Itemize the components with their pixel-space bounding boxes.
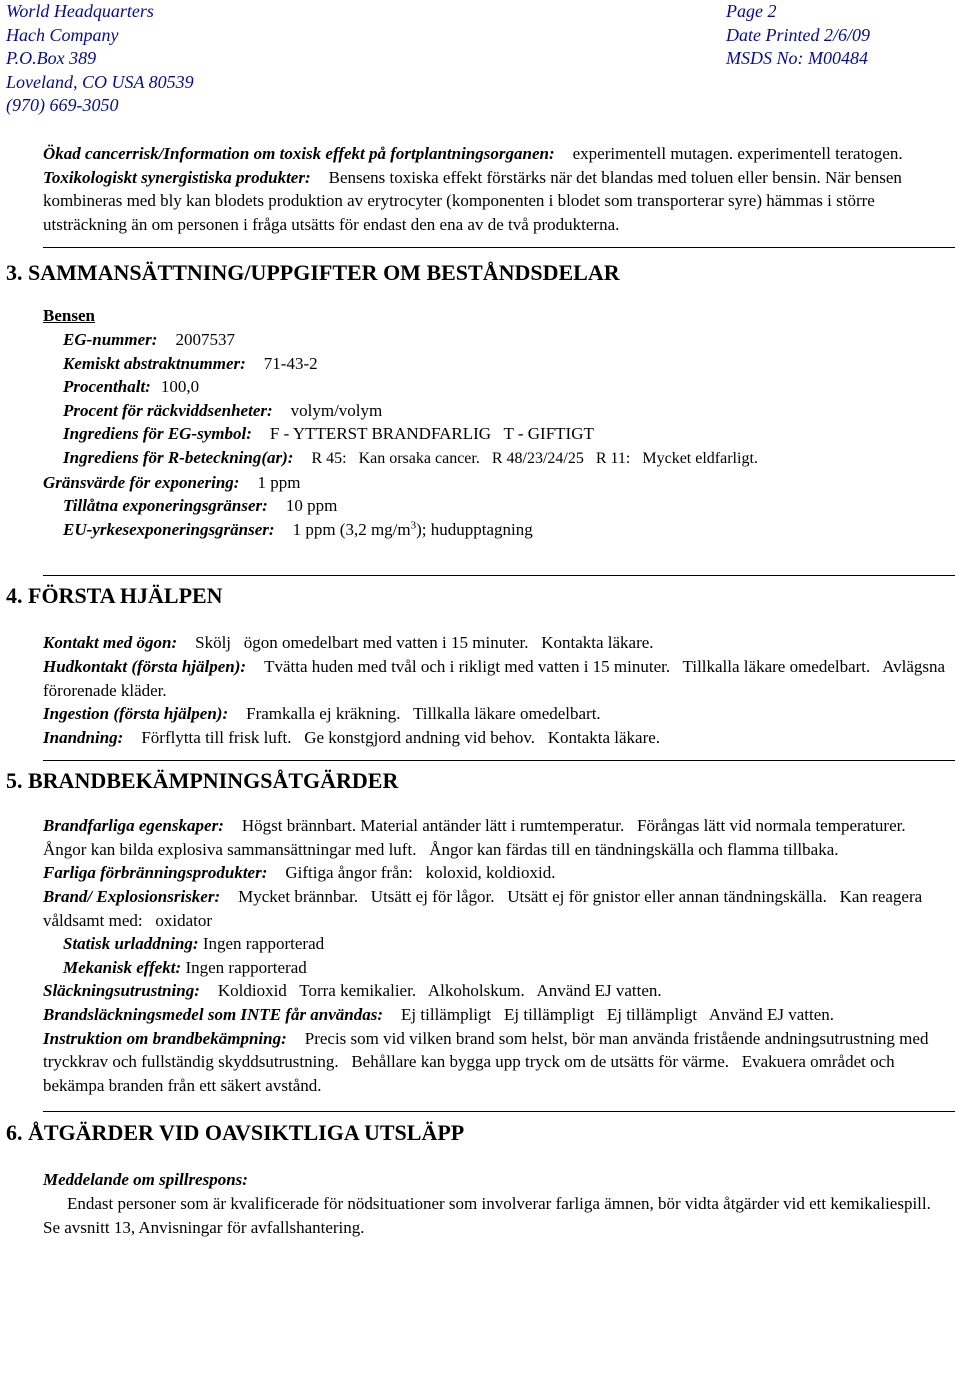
detail-row — [63, 352, 955, 376]
section-title: 4. FÖRSTA HJÄLPEN — [6, 583, 223, 609]
field-value: Tvätta huden med tvål och i rikligt med vatten i 15 minuter. Tillkalla läkare omedelbart. Avlägsna förorenade kläder. — [43, 656, 950, 700]
page-number: Page 2 — [726, 1, 777, 21]
field-value: Bensens toxiska effekt förstärks när det blandas med toluen eller bensin. När bensen kombineras med bly kan blodets produktion av erytrocyter (komponenten i blodet som transporterar syre) hämmas i större utsträckning än om personen i fråga utsätts för endast den ena av de två produkterna. — [43, 167, 902, 234]
fire-item — [43, 885, 955, 932]
first-aid-list — [43, 631, 955, 749]
field-label: Ingrediens för EG-symbol: — [63, 424, 252, 444]
field-value: Skölj ögon omedelbart med vatten i 15 minuter. Kontakta läkare. — [195, 633, 654, 653]
substance-name: Bensen — [43, 306, 95, 326]
section-title: 6. ÅTGÄRDER VID OAVSIKTLIGA UTSLÄPP — [6, 1120, 465, 1146]
header-left-line: World Headquarters — [6, 1, 154, 21]
field-value: Mycket brännbar. Utsätt ej för lågor. Utsätt ej för gnistor eller annan tändningskälla. Kan reagera våldsamt med: oxidator — [43, 887, 927, 930]
field-value: Ingen rapporterad — [185, 957, 307, 977]
field-label: Procent för räckviddsenheter: — [63, 400, 273, 420]
first-aid-item — [43, 655, 955, 702]
field-label: Toxikologiskt synergistiska produkter: — [43, 167, 311, 187]
fire-item — [43, 861, 955, 885]
field-label: Statisk urladdning: — [63, 934, 199, 954]
section-5 — [6, 766, 955, 1097]
date-printed: Date Printed 2/6/09 — [726, 24, 870, 45]
fire-item — [43, 814, 955, 861]
field-label: EU-yrkesexponeringsgränser: — [63, 519, 275, 539]
field-label: Tillåtna exponeringsgränser: — [63, 496, 268, 516]
msds-number: MSDS No: M00484 — [726, 48, 868, 69]
fire-fighting-list — [43, 814, 955, 1097]
field-value: 1 ppm (3,2 mg/m — [292, 519, 411, 539]
field-label: Hudkontakt (första hjälpen): — [43, 656, 247, 676]
fire-item — [43, 979, 955, 1003]
tox-paragraph-synergy — [43, 166, 955, 237]
field-label: Ingestion (första hjälpen): — [43, 704, 229, 724]
fire-subitem — [63, 956, 955, 980]
field-label: Instruktion om brandbekämpning: — [43, 1028, 287, 1048]
field-value: Giftiga ångor från: koloxid, koldioxid. — [285, 863, 556, 883]
field-value: 71-43-2 — [263, 353, 318, 373]
field-value: ); hudupptagning — [416, 519, 533, 539]
field-label: Inandning: — [43, 727, 124, 747]
field-label: Brandfarliga egenskaper: — [43, 816, 224, 836]
header-left-line: Hach Company — [6, 24, 119, 45]
section-divider — [43, 760, 955, 761]
field-value: Ej tillämpligt Ej tillämpligt Ej tillämpligt Använd EJ vatten. — [401, 1005, 835, 1025]
section-4 — [6, 581, 955, 749]
document-meta-block — [726, 0, 870, 71]
field-label: Mekanisk effekt: — [63, 957, 182, 977]
field-label: Gränsvärde för exponering: — [43, 472, 240, 492]
field-value: experimentell mutagen. — [572, 144, 734, 163]
field-value: Koldioxid Torra kemikalier. Alkoholskum. Använd EJ vatten. — [217, 981, 662, 1001]
field-label: EG-nummer: — [63, 329, 158, 349]
header-left-line: (970) 669-3050 — [6, 95, 119, 116]
section-title: 3. SAMMANSÄTTNING/UPPGIFTER OM BESTÅNDSDELAR — [6, 260, 620, 286]
detail-row — [63, 328, 955, 352]
field-label: Kontakt med ögon: — [43, 633, 178, 653]
eu-limit-row — [63, 518, 955, 542]
field-value: F - YTTERST BRANDFARLIG T - GIFTIGT — [269, 424, 594, 444]
field-value: Framkalla ej kräkning. Tillkalla läkare omedelbart. — [246, 704, 601, 724]
section-divider — [43, 247, 955, 248]
field-label: Släckningsutrustning: — [43, 981, 200, 1001]
field-value: 1 ppm — [257, 472, 301, 492]
field-value: experimentell teratogen. — [737, 144, 903, 163]
field-value — [43, 1192, 955, 1239]
field-label: Ökad cancerrisk/Information om toxisk effekt på fortplantningsorganen: — [43, 144, 555, 163]
field-value: 2007537 — [175, 329, 235, 349]
field-value: 10 ppm — [285, 496, 338, 516]
field-value: volym/volym — [290, 400, 383, 420]
field-label: Ingrediens för R-beteckning(ar): — [63, 447, 294, 467]
detail-row — [63, 375, 955, 399]
field-label: Brand/ Explosionsrisker: — [43, 887, 221, 907]
detail-row — [63, 446, 955, 471]
spill-response — [43, 1168, 955, 1239]
field-label: Procenthalt: — [63, 377, 151, 397]
field-value: Förflytta till frisk luft. Ge konstgjord andning vid behov. Kontakta läkare. — [141, 727, 661, 747]
fire-subitems — [43, 932, 955, 979]
limit-details — [43, 494, 955, 541]
header-left-line: P.O.Box 389 — [6, 48, 97, 69]
field-label: Meddelande om spillrespons: — [43, 1170, 248, 1190]
first-aid-item — [43, 702, 955, 726]
section-divider — [43, 575, 955, 576]
substance-details — [43, 328, 955, 471]
section-6 — [6, 1118, 955, 1239]
field-label: Brandsläckningsmedel som INTE får användas: — [43, 1005, 384, 1025]
superscript: 3 — [410, 519, 417, 532]
company-address-block — [6, 0, 194, 118]
field-label: Farliga förbränningsprodukter: — [43, 863, 268, 883]
field-label: Kemiskt abstraktnummer: — [63, 353, 246, 373]
field-value: Ingen rapporterad — [202, 934, 325, 954]
limit-row — [63, 494, 955, 518]
document-body — [6, 142, 955, 1239]
first-aid-item — [43, 726, 955, 750]
tox-paragraph-cancer — [43, 142, 955, 166]
fire-item — [43, 1027, 955, 1098]
limit-row — [43, 471, 955, 495]
section-title: 5. BRANDBEKÄMPNINGSÅTGÄRDER — [6, 768, 399, 794]
field-value: Precis som vid vilken brand som helst, bör man använda fristående andningsutrustning med tryckkrav och fullständig skyddsutrustning. Behållare kan bygga upp tryck om de utsätts för värme. Evakuera området och bekämpa branden från ett säkert avstånd. — [43, 1028, 933, 1095]
fire-item — [43, 1003, 955, 1027]
fire-subitem — [63, 932, 955, 956]
header-left-line: Loveland, CO USA 80539 — [6, 71, 194, 92]
section-divider — [43, 1111, 955, 1112]
detail-row — [63, 422, 955, 446]
field-value: Högst brännbart. Material antänder lätt i rumtemperatur. Förångas lätt vid normala temperaturer. Ångor kan bilda explosiva sammansättningar med luft. Ångor kan färdas till en tändningskälla och flamma tillbaka. — [43, 816, 919, 859]
spill-response-text: Endast personer som är kvalificerade för nödsituationer som involverar farliga ämnen, bör vidta åtgärder vid ett kemikaliespill. Se avsnitt 13, Anvisningar för avfallshantering. — [43, 1194, 944, 1237]
first-aid-item — [43, 631, 955, 655]
field-value: R 45: Kan orsaka cancer. R 48/23/24/25 R 11: Mycket eldfarligt. — [311, 449, 758, 467]
field-value: 100,0 — [160, 377, 200, 397]
section-3 — [6, 258, 955, 541]
detail-row — [63, 399, 955, 423]
